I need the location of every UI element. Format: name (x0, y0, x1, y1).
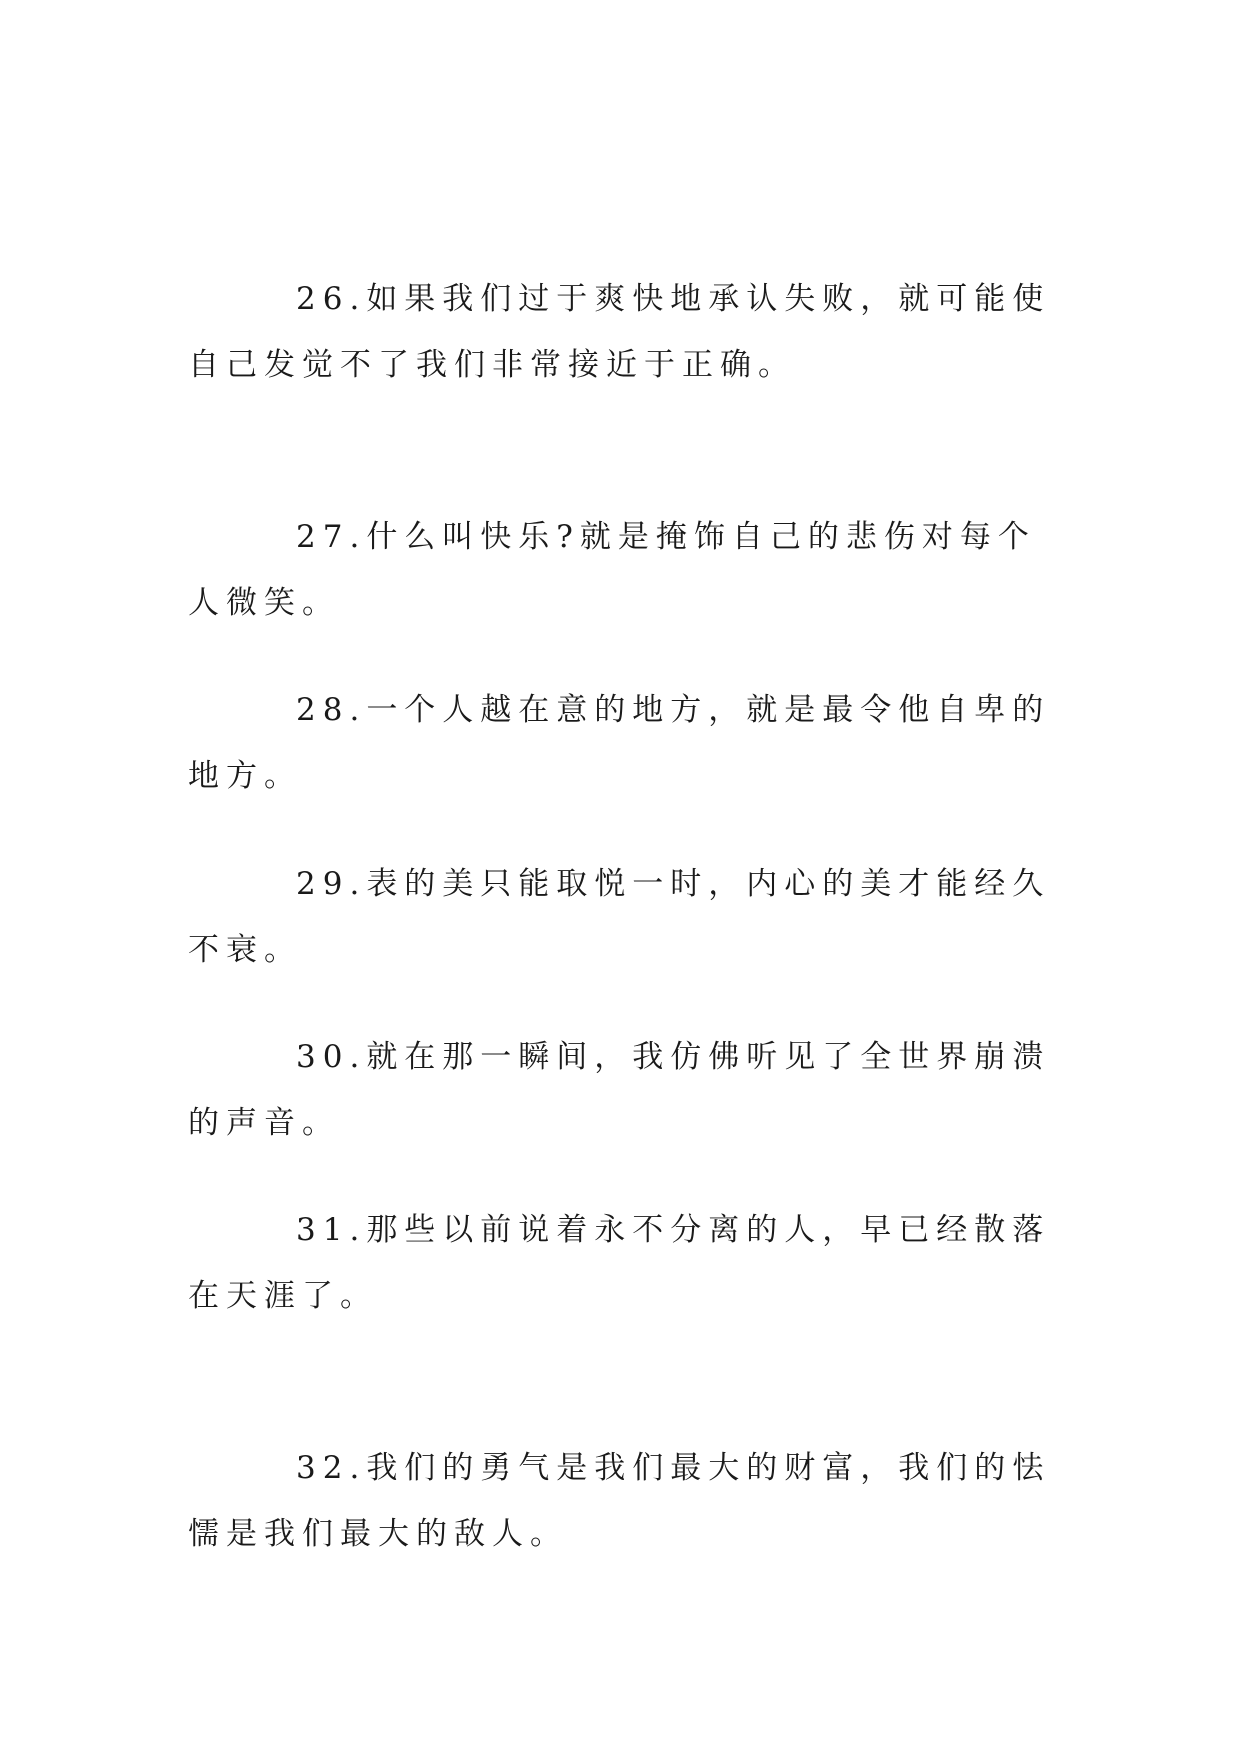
paragraph-number: 26. (296, 281, 367, 317)
paragraph-32 (188, 1435, 1058, 1567)
paragraph-28 (188, 677, 1058, 809)
paragraph-number: 27. (296, 519, 367, 555)
paragraph-27 (188, 504, 1058, 636)
paragraph-text: 如果我们过于爽快地承认失败，就可能使自己发觉不了我们非常接近于正确。 (188, 281, 1051, 383)
paragraph-number: 29. (296, 866, 367, 902)
paragraph-29 (188, 851, 1058, 983)
paragraph-26 (188, 266, 1058, 398)
paragraph-text: 那些以前说着永不分离的人，早已经散落在天涯了。 (188, 1212, 1051, 1314)
paragraph-text: 我们的勇气是我们最大的财富，我们的怯懦是我们最大的敌人。 (188, 1450, 1051, 1552)
paragraph-31 (188, 1197, 1058, 1329)
paragraph-number: 31. (296, 1212, 367, 1248)
paragraph-30 (188, 1024, 1058, 1156)
paragraph-text: 就在那一瞬间，我仿佛听见了全世界崩溃的声音。 (188, 1039, 1051, 1141)
paragraph-number: 32. (296, 1450, 367, 1486)
paragraph-text: 什么叫快乐?就是掩饰自己的悲伤对每个人微笑。 (188, 519, 1036, 621)
paragraph-text: 表的美只能取悦一时，内心的美才能经久不衰。 (188, 866, 1051, 968)
paragraph-number: 30. (296, 1039, 367, 1075)
paragraph-number: 28. (296, 692, 367, 728)
paragraph-text: 一个人越在意的地方，就是最令他自卑的地方。 (188, 692, 1051, 794)
